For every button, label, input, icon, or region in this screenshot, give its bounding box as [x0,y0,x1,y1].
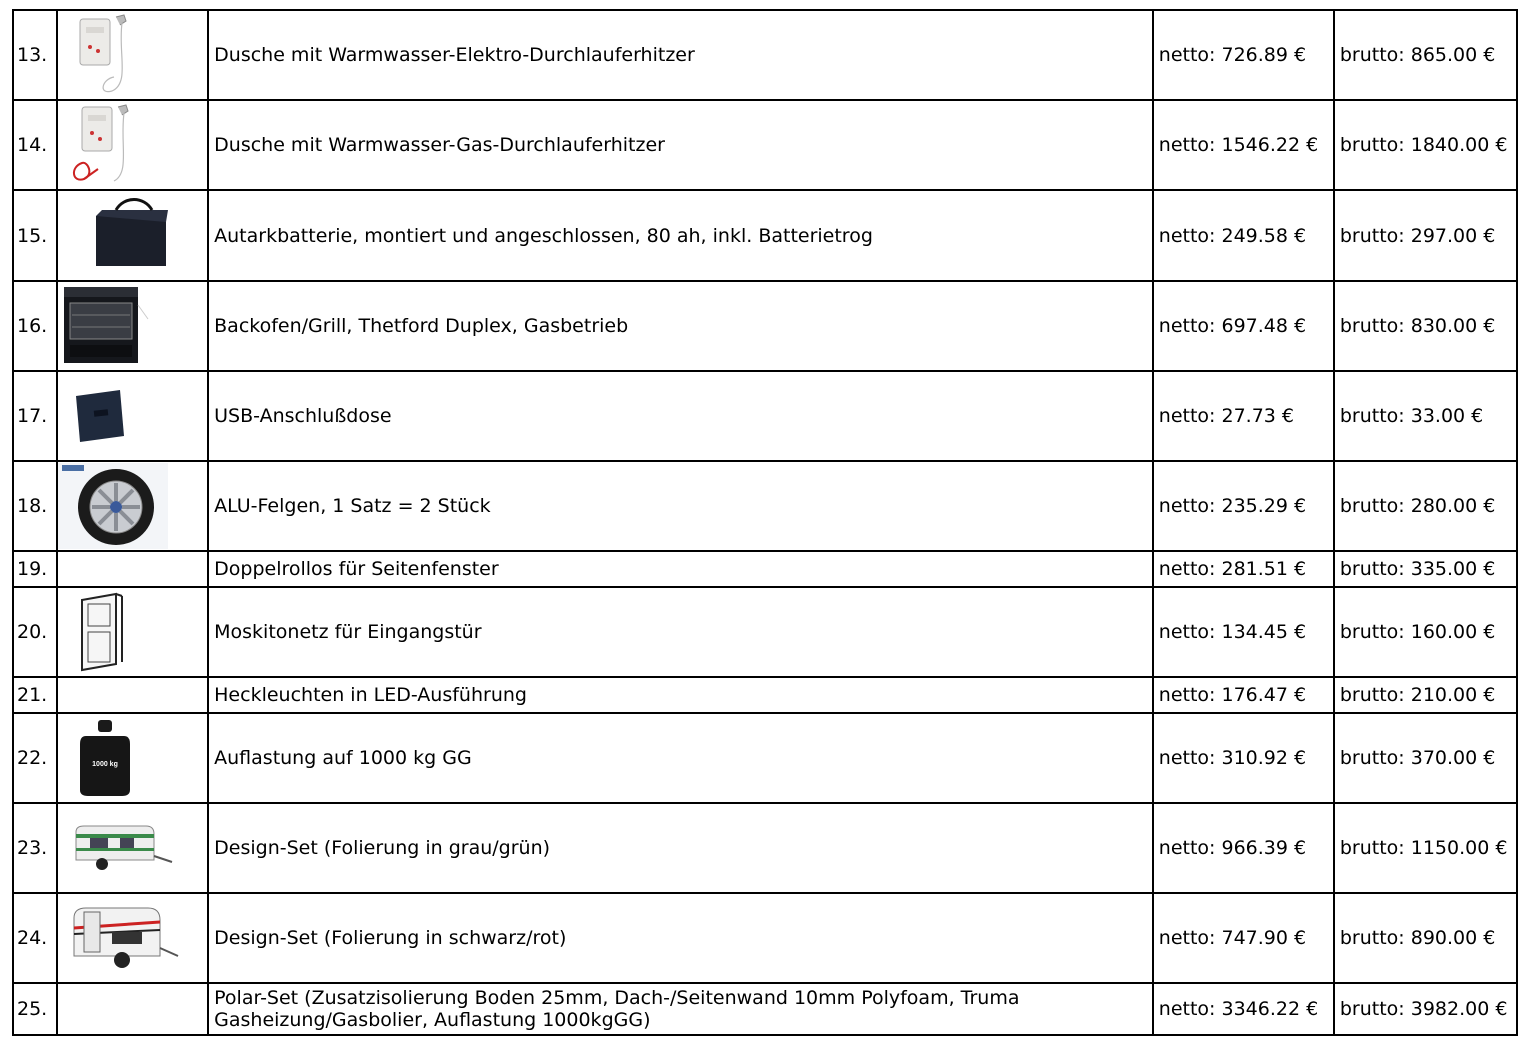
gross-price: brutto: 890.00 € [1334,893,1517,983]
row-number: 21. [13,677,57,713]
caravan-green-icon [68,818,178,878]
battery-icon [68,196,188,276]
row-number: 17. [13,371,57,461]
product-image [57,461,208,551]
usb-socket-icon [72,386,132,446]
table-row [13,551,1517,587]
net-price: netto: 3346.22 € [1153,983,1334,1035]
shower-electric-heater-icon [68,13,148,97]
row-number: 19. [13,551,57,587]
row-number: 25. [13,983,57,1035]
item-description: Polar-Set (Zusatzisolierung Boden 25mm, Dach-/Seitenwand 10mm Polyfoam, Truma Gasheizung/Gasbolier, Auflastung 1000kgGG) [208,983,1153,1035]
gross-price: brutto: 370.00 € [1334,713,1517,803]
net-price: netto: 176.47 € [1153,677,1334,713]
table-row [13,713,1517,803]
net-price: netto: 134.45 € [1153,587,1334,677]
product-image [57,190,208,281]
net-price: netto: 697.48 € [1153,281,1334,371]
table-row [13,100,1517,190]
net-price: netto: 747.90 € [1153,893,1334,983]
item-description: Design-Set (Folierung in grau/grün) [208,803,1153,893]
product-image [57,803,208,893]
item-description: Autarkbatterie, montiert und angeschlossen, 80 ah, inkl. Batterietrog [208,190,1153,281]
table-row [13,461,1517,551]
product-image [57,551,208,587]
product-image [57,677,208,713]
item-description: Dusche mit Warmwasser-Elektro-Durchlauferhitzer [208,10,1153,100]
gross-price: brutto: 1150.00 € [1334,803,1517,893]
gross-price: brutto: 297.00 € [1334,190,1517,281]
net-price: netto: 966.39 € [1153,803,1334,893]
item-description: USB-Anschlußdose [208,371,1153,461]
table-row [13,281,1517,371]
table-row [13,677,1517,713]
product-image [57,983,208,1035]
gross-price: brutto: 210.00 € [1334,677,1517,713]
item-description: Heckleuchten in LED-Ausführung [208,677,1153,713]
gross-price: brutto: 33.00 € [1334,371,1517,461]
table-row [13,371,1517,461]
row-number: 24. [13,893,57,983]
weight-icon [76,718,136,798]
item-description: Doppelrollos für Seitenfenster [208,551,1153,587]
item-description: ALU-Felgen, 1 Satz = 2 Stück [208,461,1153,551]
item-description: Auflastung auf 1000 kg GG [208,713,1153,803]
product-image [57,587,208,677]
gross-price: brutto: 865.00 € [1334,10,1517,100]
net-price: netto: 726.89 € [1153,10,1334,100]
row-number: 16. [13,281,57,371]
product-image [57,371,208,461]
gross-price: brutto: 335.00 € [1334,551,1517,587]
item-description: Moskitonetz für Eingangstür [208,587,1153,677]
row-number: 13. [13,10,57,100]
net-price: netto: 235.29 € [1153,461,1334,551]
table-row [13,893,1517,983]
item-description: Backofen/Grill, Thetford Duplex, Gasbetrieb [208,281,1153,371]
row-number: 20. [13,587,57,677]
product-image [57,281,208,371]
mosquito-door-icon [76,592,136,672]
price-list-table [12,9,1518,1036]
net-price: netto: 1546.22 € [1153,100,1334,190]
net-price: netto: 27.73 € [1153,371,1334,461]
table-row [13,190,1517,281]
net-price: netto: 281.51 € [1153,551,1334,587]
row-number: 22. [13,713,57,803]
item-description: Design-Set (Folierung in schwarz/rot) [208,893,1153,983]
net-price: netto: 310.92 € [1153,713,1334,803]
gross-price: brutto: 3982.00 € [1334,983,1517,1035]
table-row [13,587,1517,677]
gross-price: brutto: 160.00 € [1334,587,1517,677]
weight-label: 1000 kg [92,761,119,768]
product-image [57,713,208,803]
product-image [57,893,208,983]
row-number: 18. [13,461,57,551]
table-row [13,983,1517,1035]
item-description: Dusche mit Warmwasser-Gas-Durchlauferhitzer [208,100,1153,190]
row-number: 15. [13,190,57,281]
shower-gas-heater-icon [68,103,148,187]
gross-price: brutto: 1840.00 € [1334,100,1517,190]
gross-price: brutto: 280.00 € [1334,461,1517,551]
row-number: 14. [13,100,57,190]
gross-price: brutto: 830.00 € [1334,281,1517,371]
table-row [13,10,1517,100]
net-price: netto: 249.58 € [1153,190,1334,281]
caravan-red-icon [62,900,182,976]
row-number: 23. [13,803,57,893]
alloy-wheel-icon [58,463,168,549]
product-image [57,100,208,190]
product-image [57,10,208,100]
oven-icon [60,285,170,367]
table-row [13,803,1517,893]
